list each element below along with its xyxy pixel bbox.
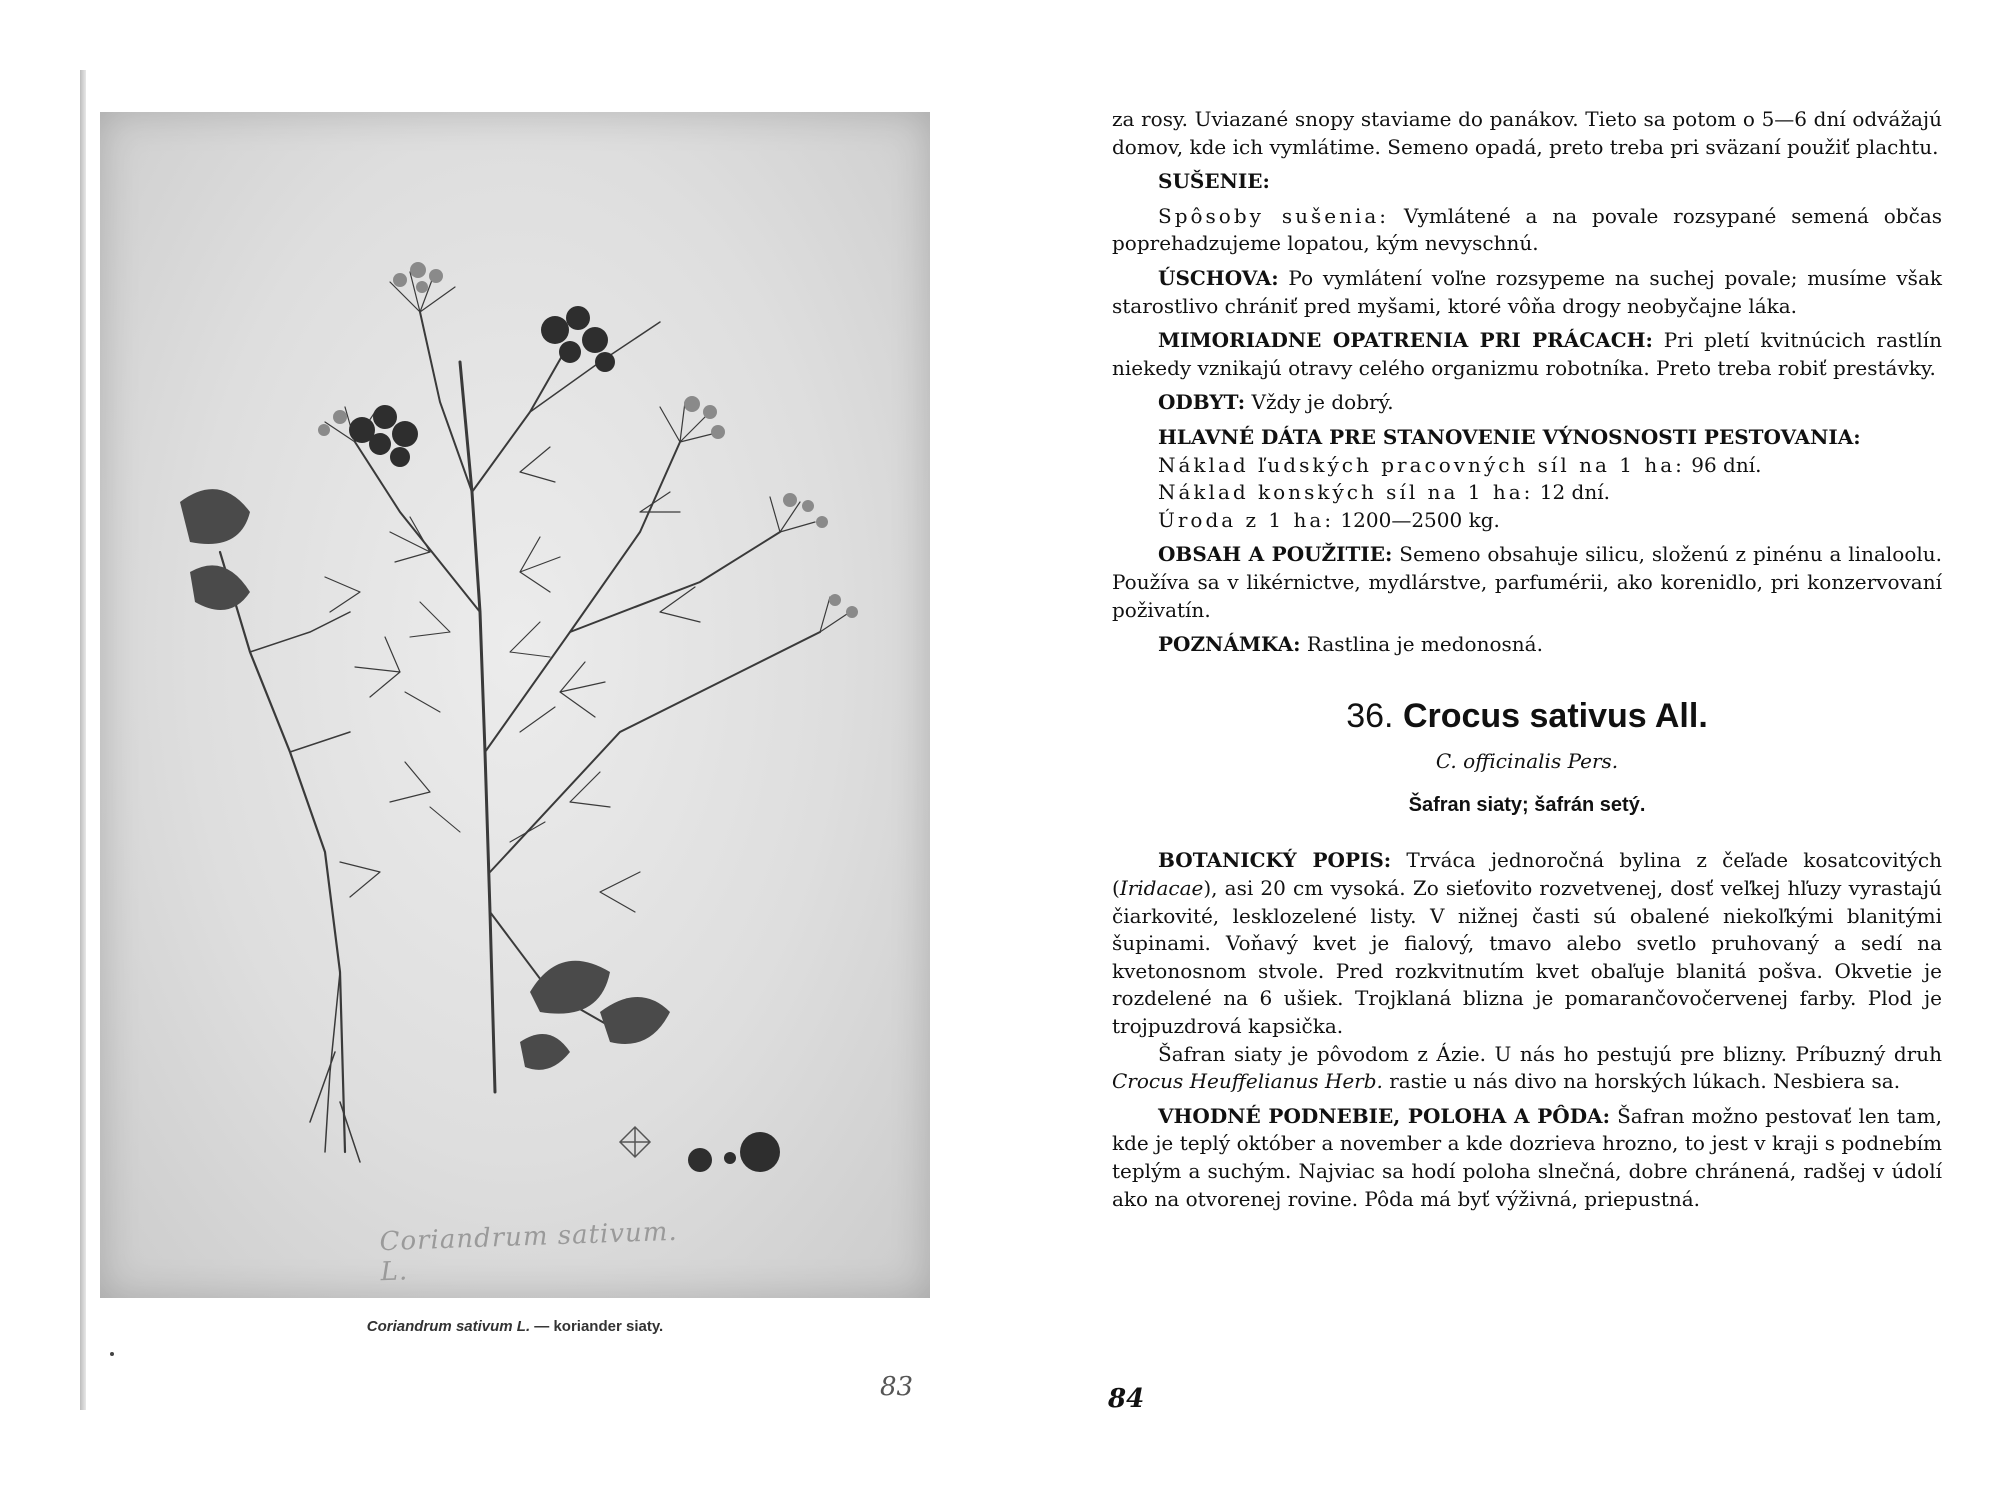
page-number-right: 84 xyxy=(1108,1384,1145,1414)
figure-caption-common: — koriander siaty. xyxy=(530,1318,664,1335)
figure-caption xyxy=(100,1318,930,1335)
safran-italic: Crocus Heuffelianus Herb. xyxy=(1112,1069,1383,1094)
paragraph-susenie xyxy=(1112,203,1942,258)
section-number: 36. xyxy=(1346,696,1394,735)
section-title xyxy=(1112,696,1942,735)
hlavne-head: HLAVNÉ DÁTA PRE STANOVENIE VÝNOSNOSTI PESTOVANIA: xyxy=(1158,424,1861,449)
section-name: Crocus sativus All. xyxy=(1402,696,1708,735)
bot-head: BOTANICKÝ POPIS: xyxy=(1158,848,1392,873)
data3-value: 1200—2500 kg. xyxy=(1334,507,1500,532)
susenie-head: SUŠENIE: xyxy=(1158,169,1270,194)
print-speck xyxy=(110,1352,114,1356)
obsah-text: Semeno obsahuje silicu, složenú z pinénu a linaloolu. Používa sa v likérnictve, mydlárstve, parfumérii, ako korenidlo, pri konzervovaní poživatín. xyxy=(1112,542,1942,622)
uschova-text: Po vymlátení voľne rozsypeme na suchej povale; musíme však starostlivo chrániť pred myšami, ktoré vôňa drogy neobyčajne láka. xyxy=(1112,265,1942,318)
data-row-yield xyxy=(1112,507,1942,535)
heading-susenie xyxy=(1112,168,1942,196)
page-number-left: 83 xyxy=(880,1372,914,1402)
safran-a: Šafran siaty je pôvodom z Ázie. U nás ho pestujú pre blizny. Príbuzný druh xyxy=(1158,1041,1942,1066)
vhodne-text: Šafran možno pestovať len tam, kde je teplý október a november a kde dozrieva hrozno, to jest v kraji s podnebím teplým a suchým. Najviac sa hodí poloha slnečná, dobre chránená, radšej v údolí ako na otvorenej rovine. Pôda má byť výživná, priepustná. xyxy=(1112,1103,1943,1211)
safran-b: rastie u nás divo na horských lúkach. Nesbiera sa. xyxy=(1382,1069,1901,1094)
poz-head: POZNÁMKA: xyxy=(1158,632,1301,657)
data1-value: 96 dní. xyxy=(1684,452,1762,477)
bot-italic: Iridacae xyxy=(1119,876,1204,901)
plate-script-label: Coriandrum sativum. L. xyxy=(379,1216,679,1288)
section-common-name: Šafran siaty; šafrán setý. xyxy=(1408,793,1646,816)
section-synonym: C. officinalis Pers. xyxy=(1435,749,1619,774)
data-row-labor xyxy=(1112,452,1942,480)
obsah-head: OBSAH A POUŽITIE: xyxy=(1158,542,1393,567)
odbyt-head: ODBYT: xyxy=(1158,390,1246,415)
uschova-head: ÚSCHOVA: xyxy=(1158,265,1279,290)
figure-caption-latin: Coriandrum sativum L. xyxy=(366,1318,531,1335)
paragraph-uschova xyxy=(1112,265,1942,320)
poz-text: Rastlina je medonosná. xyxy=(1300,632,1543,657)
data2-label: Náklad konských síl na 1 ha: xyxy=(1158,480,1534,505)
bot-text-b: ), asi 20 cm vysoká. Zo sieťovito rozvetvenej, dosť veľkej hľuzy vyrastajú čiarkovité, lesklozelené listy. V nižnej časti sú obalené niekoľkými blanitými šupinami. Voňavý kvet je fialový, tmavo alebo svetlo pruhovaný a sedí na kvetonosnom stvole. Pred rozkvitnutím kvet obaľuje blanitá pošva. Okvetie je rozdelené na 6 ušiek. Trojklaná blizna je pomarančovočervenej farby. Plod je trojpuzdrová kapsička. xyxy=(1112,876,1942,1039)
data2-value: 12 dní. xyxy=(1533,480,1610,505)
botanical-plate xyxy=(100,112,930,1298)
data1-label: Náklad ľudských pracovných síl na 1 ha: xyxy=(1158,452,1685,477)
vhodne-head: VHODNÉ PODNEBIE, POLOHA A PÔDA: xyxy=(1158,1103,1610,1128)
susenie-text: Vymlátené a na povale rozsypané semená občas poprehadzujeme lopatou, kým nevyschnú. xyxy=(1112,203,1943,256)
book-gutter-edge xyxy=(80,70,86,1410)
susenie-spaced: Spôsoby sušenia: xyxy=(1158,203,1390,228)
paragraph-harvest: za rosy. Uviazané snopy staviame do panákov. Tieto sa potom o 5—6 dní odvážajú domov, kde ich vymlátime. Semeno opadá, preto treba pri sväzaní použiť plachtu. xyxy=(1112,107,1942,159)
data3-label: Úroda z 1 ha: xyxy=(1158,507,1335,532)
coriander-illustration xyxy=(100,112,930,1298)
data-row-horse xyxy=(1112,479,1942,507)
paragraph-botanicky-popis xyxy=(1112,847,1942,1040)
right-page-text xyxy=(1112,106,1942,1220)
paragraph-vhodne xyxy=(1112,1103,1942,1213)
bot-text-a: Trváca jednoročná bylina z čeľade kosatcovitých ( xyxy=(1112,848,1943,901)
paragraph-mimoriadne xyxy=(1112,327,1942,382)
mimo-head: MIMORIADNE OPATRENIA PRI PRÁCACH: xyxy=(1158,328,1653,353)
paragraph-safran xyxy=(1112,1041,1942,1096)
paragraph-poznamka xyxy=(1112,631,1942,659)
heading-hlavne-data xyxy=(1112,424,1942,452)
paragraph-obsah xyxy=(1112,541,1942,624)
paragraph-odbyt xyxy=(1112,389,1942,417)
mimo-text: Pri pletí kvitnúcich rastlín niekedy vznikajú otravy celého organizmu robotníka. Preto treba robiť prestávky. xyxy=(1112,328,1942,380)
odbyt-text: Vždy je dobrý. xyxy=(1245,390,1394,415)
